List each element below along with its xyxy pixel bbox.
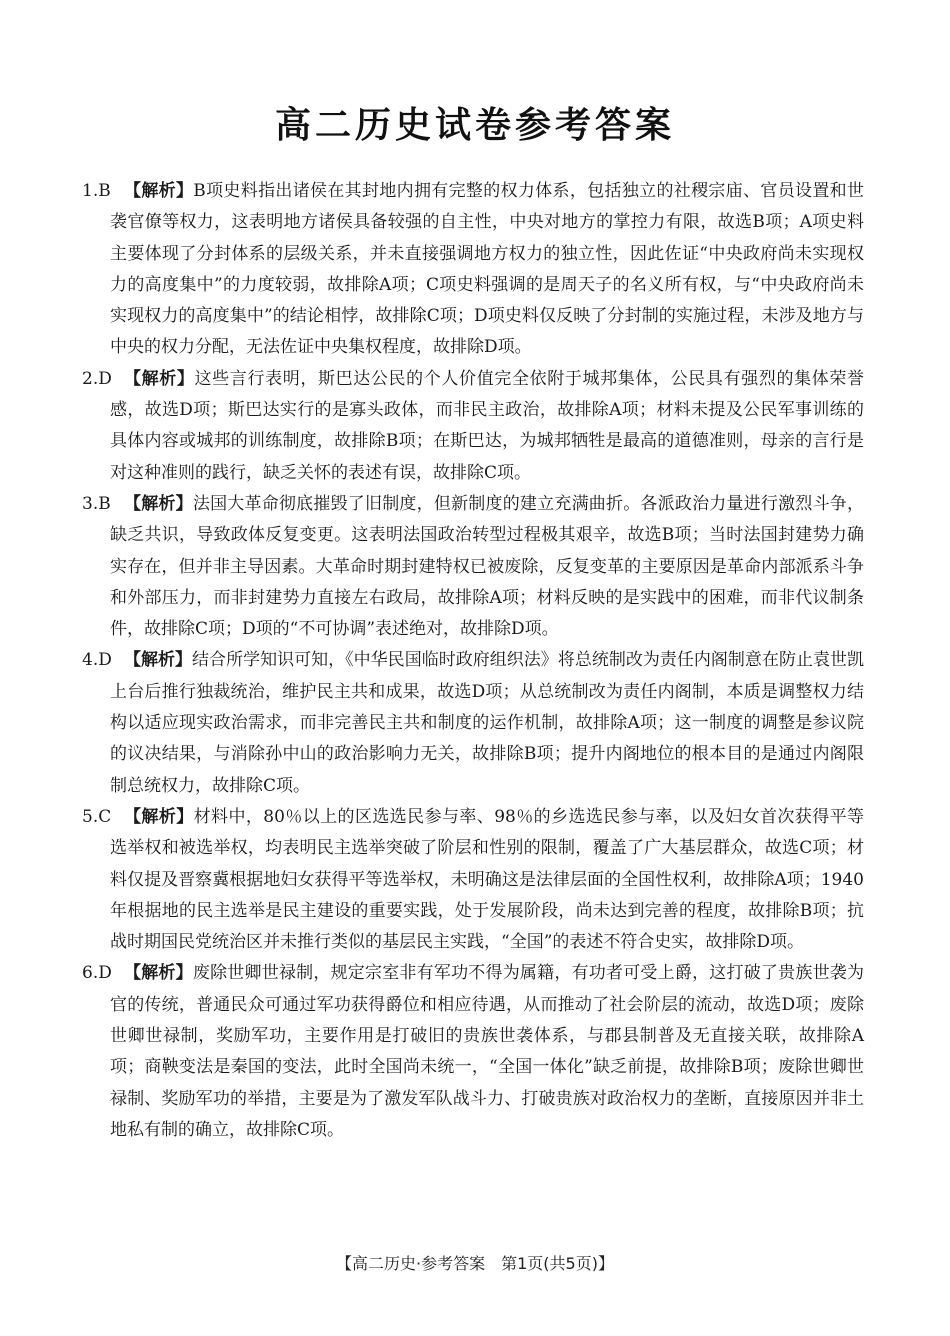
answer-item-6 bbox=[82, 958, 864, 1146]
item-number: 3.B bbox=[82, 493, 111, 514]
answer-item-2 bbox=[82, 364, 864, 489]
analysis-text: 结合所学知识可知，《中华民国临时政府组织法》将总统制改为责任内阁制意在防止袁世凯上台后推行独裁统治，维护民主共和成果，故选D项；从总统制改为责任内阁制，本质是调整权力结构以适应现实政治需求，而非完善民主共和制度的运作机制，故排除A项；这一制度的调整是参议院的议决结果，与消除孙中山的政治影响力无关，故排除B项；提升内阁地位的根本目的是通过内阁限制总统权力，故排除C项。 bbox=[110, 650, 864, 796]
answer-list bbox=[82, 176, 864, 1146]
item-number: 1.B bbox=[82, 181, 111, 201]
analysis-label: 【解析】 bbox=[124, 963, 193, 984]
item-number: 4.D bbox=[82, 650, 112, 671]
page-footer: 【高二历史·参考答案 第1页(共5页)】 bbox=[336, 1254, 614, 1273]
analysis-label: 【解析】 bbox=[124, 650, 193, 671]
item-number: 2.D bbox=[82, 368, 112, 389]
item-number: 5.C bbox=[82, 806, 112, 827]
analysis-label: 【解析】 bbox=[124, 806, 194, 827]
analysis-label: 【解析】 bbox=[124, 368, 195, 389]
answer-item-4 bbox=[82, 645, 864, 801]
analysis-text: B项史料指出诸侯在其封地内拥有完整的权力体系，包括独立的社稷宗庙、官员设置和世袭官僚等权力，这表明地方诸侯具备较强的自主性，中央对地方的掌控力有限，故选B项；A项史料主要体现了分封体系的层级关系，并未直接强调地方权力的独立性，因此佐证“中央政府尚未实现权力的高度集中”的力度较弱，故排除A项；C项史料强调的是周天子的名义所有权，与“中央政府尚未实现权力的高度集中”的结论相悖，故排除C项；D项史料仅反映了分封制的实施过程，未涉及地方与中央的权力分配，无法佐证中央集权程度，故排除D项。 bbox=[110, 181, 865, 358]
page-title: 高二历史试卷参考答案 bbox=[274, 105, 675, 146]
analysis-text: 材料中，80％以上的区选选民参与率、98％的乡选选民参与率，以及妇女首次获得平等选举权和被选举权，均表明民主选举突破了阶层和性别的限制，覆盖了广大基层群众，故选C项；材料仅提及晋察冀根据地妇女获得平等选举权，未明确这是法律层面的全国性权利，故排除A项；1940年根据地的民主选举是民主建设的重要实践，处于发展阶段，尚未达到完善的程度，故排除B项；抗战时期国民党统治区并未推行类似的基层民主实践，“全国”的表述不符合史实，故排除D项。 bbox=[110, 806, 865, 953]
analysis-label: 【解析】 bbox=[124, 493, 193, 514]
item-number: 6.D bbox=[82, 963, 112, 984]
analysis-text: 废除世卿世禄制，规定宗室非有军功不得为属籍，有功者可受上爵，这打破了贵族世袭为官的传统，普通民众可通过军功获得爵位和相应待遇，从而推动了社会阶层的流动，故选D项；废除世卿世禄制，奖励军功，主要作用是打破旧的贵族世袭体系，与郡县制普及无直接关联，故排除A项；商鞅变法是秦国的变法，此时全国尚未统一，“全国一体化”缺乏前提，故排除B项；废除世卿世禄制、奖励军功的举措，主要是为了激发军队战斗力、打破贵族对政治权力的垄断，直接原因并非土地私有制的确立，故排除C项。 bbox=[110, 963, 865, 1140]
analysis-text: 这些言行表明，斯巴达公民的个人价值完全依附于城邦集体，公民具有强烈的集体荣誉感，故选D项；斯巴达实行的是寡头政体，而非民主政治，故排除A项；材料未提及公民军事训练的具体内容或城邦的训练制度，故排除B项；在斯巴达，为城邦牺牲是最高的道德准则，母亲的言行是对这种准则的践行，缺乏关怀的表述有误，故排除C项。 bbox=[110, 368, 865, 483]
answer-item-5 bbox=[82, 802, 864, 958]
analysis-text: 法国大革命彻底摧毁了旧制度，但新制度的建立充满曲折。各派政治力量进行激烈斗争，缺乏共识，导致政体反复变更。这表明法国政治转型过程极其艰辛，故选B项；当时法国封建势力确实存在，但并非主导因素。大革命时期封建特权已被废除，反复变革的主要原因是革命内部派系斗争和外部压力，而非封建势力直接左右政局，故排除A项；材料反映的是实践中的困难，而非代议制条件，故排除C项；D项的“不可协调”表述绝对，故排除D项。 bbox=[110, 493, 865, 640]
answer-item-1 bbox=[82, 176, 864, 364]
answer-item-3 bbox=[82, 489, 864, 645]
analysis-label: 【解析】 bbox=[124, 181, 194, 201]
